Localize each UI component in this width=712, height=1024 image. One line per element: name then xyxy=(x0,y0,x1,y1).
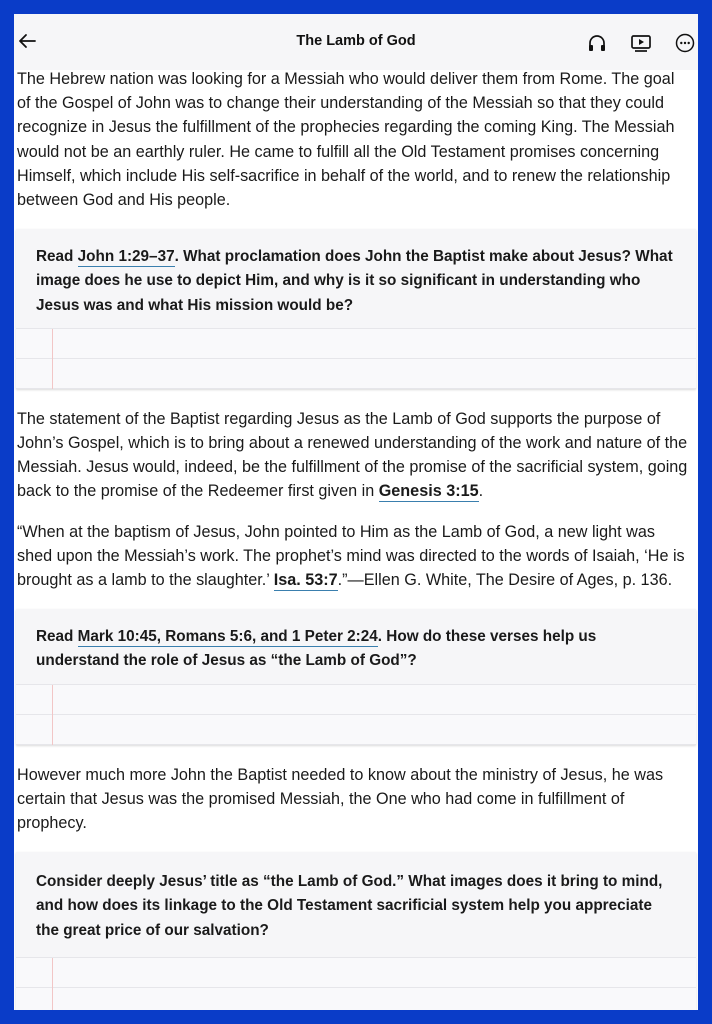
paragraph-baptist: The statement of the Baptist regarding Jesus as the Lamb of God supports the purpose of John’s Gospel, which is to bring about a renewed understanding of the work and nature of the Messiah. Jesus would, indeed, be the fulfillment of the promise of the sacrificial system, going back to the promise of the Redeemer first given in Genesis 3:15. xyxy=(17,409,688,501)
page-title: The Lamb of God xyxy=(296,33,416,49)
top-bar xyxy=(14,14,698,70)
margin-rule xyxy=(52,329,53,389)
answer-area-3[interactable] xyxy=(16,957,696,1010)
paragraph-quote: “When at the baptism of Jesus, John pointed to Him as the Lamb of God, a new light was shed upon the Messiah’s work. The prophet’s mind was directed to the words of Isaiah, ‘He is brought as a lamb to the slaughter.’ Isa. 53:7.”—Ellen G. White, The Desire of Ages, p. 136. xyxy=(17,522,685,590)
question-text-3: Consider deeply Jesus’ title as “the Lamb of God.” What images does it bring to mind, and how does its linkage to the Old Testament sacrificial system help you appreciate the great price of our salvation? xyxy=(36,873,663,939)
question-block-1 xyxy=(16,229,696,389)
margin-rule xyxy=(52,685,53,745)
headphones-icon[interactable] xyxy=(586,32,608,54)
answer-area-1[interactable] xyxy=(16,328,696,389)
play-video-icon[interactable] xyxy=(630,32,652,54)
margin-rule xyxy=(52,958,53,1010)
question-block-2 xyxy=(16,609,696,744)
question-text-2: Read Mark 10:45, Romans 5:6, and 1 Peter 2:24. How do these verses help us understand the role of Jesus as “the Lamb of God”? xyxy=(36,628,597,670)
lesson-content xyxy=(14,70,698,1010)
scripture-ref-john[interactable]: John 1:29–37 xyxy=(77,248,175,266)
question-block-3 xyxy=(16,852,696,1010)
answer-area-2[interactable] xyxy=(16,684,696,745)
question-text-1: Read John 1:29–37. What proclamation does John the Baptist make about Jesus? What image does he use to depict Him, and why is it so significant in understanding who Jesus was and what His mission would be? xyxy=(36,248,673,314)
paragraph-certain: However much more John the Baptist needed to know about the ministry of Jesus, he was certain that Jesus was the promised Messiah, the One who had come in fulfillment of prophecy. xyxy=(17,765,664,833)
more-options-icon[interactable] xyxy=(674,32,696,54)
link-isaiah[interactable]: Isa. 53:7 xyxy=(273,571,338,590)
link-genesis[interactable]: Genesis 3:15 xyxy=(378,482,479,501)
scripture-ref-mark-romans-peter[interactable]: Mark 10:45, Romans 5:6, and 1 Peter 2:24 xyxy=(77,628,378,646)
app-frame xyxy=(14,14,698,1010)
paragraph-intro: The Hebrew nation was looking for a Messiah who would deliver them from Rome. The goal of the Gospel of John was to change their understanding of the Messiah so that they could recognize in Jesus the fulfillment of the prophecies regarding the coming King. The Messiah would not be an earthly ruler. He came to fulfill all the Old Testament promises concerning Himself, which include His self-sacrifice in behalf of the world, and to renew the relationship between God and His people. xyxy=(17,70,675,210)
